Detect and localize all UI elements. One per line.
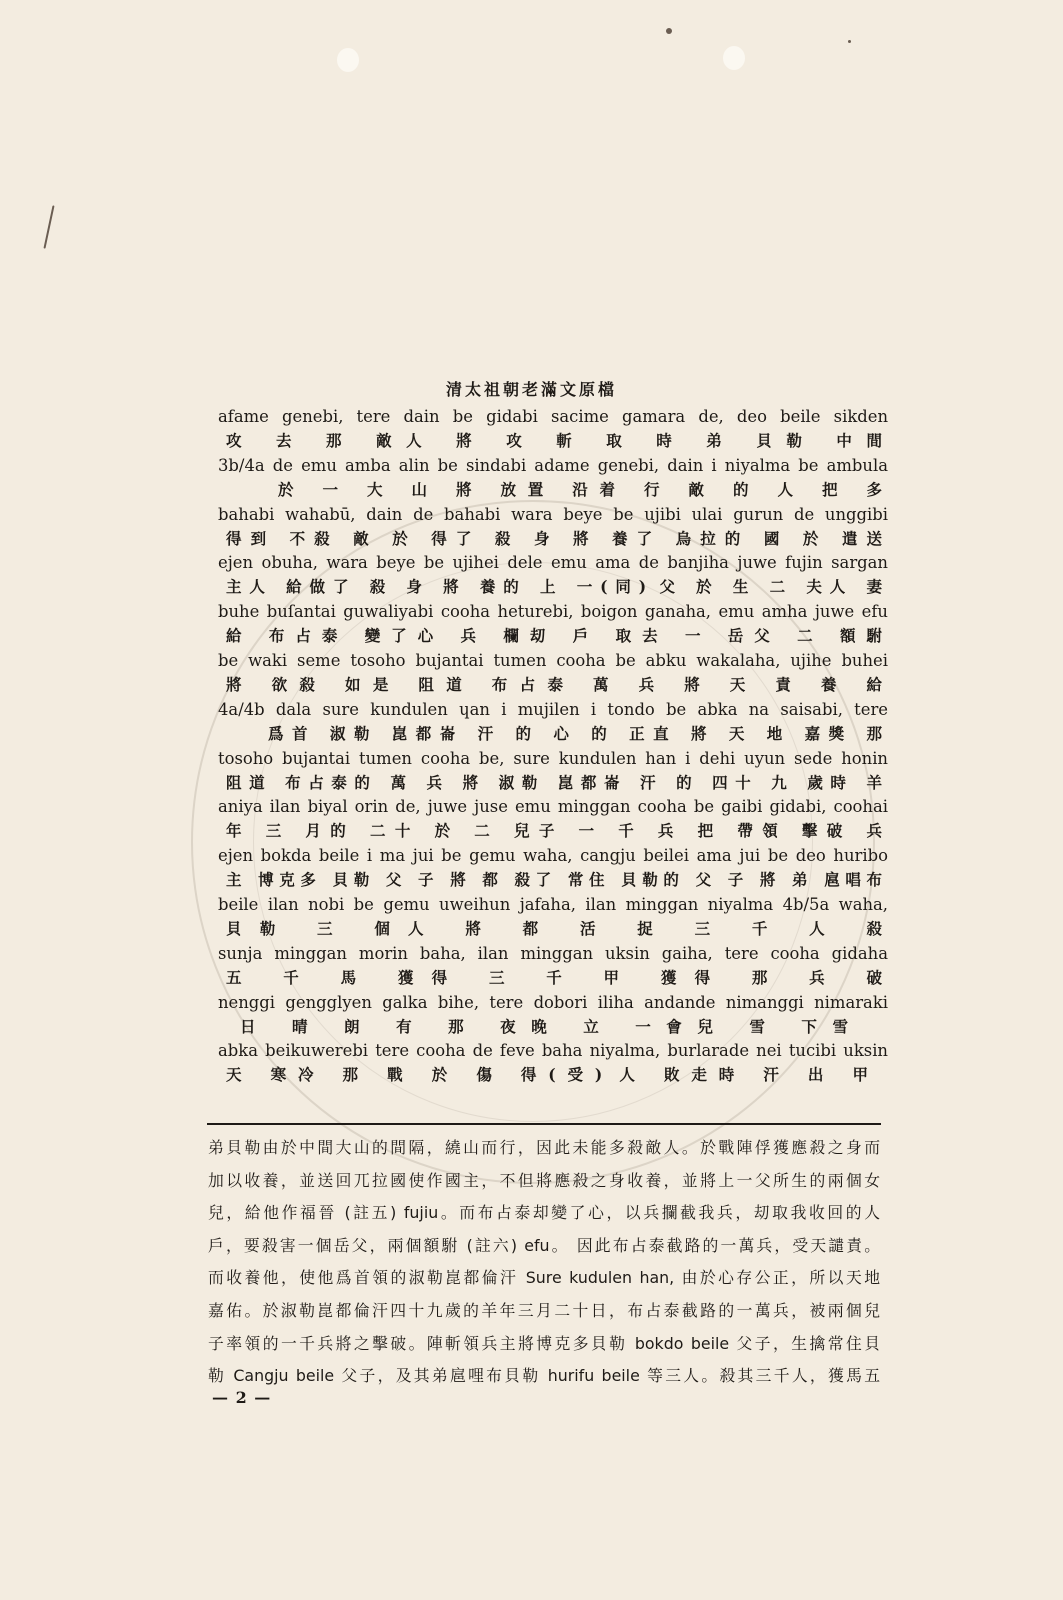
translation-line: 兒，給他作福晉 (註五) fujiu。而布占泰却變了心，以兵攔截我兵，刧取我收回的人 (208, 1203, 880, 1223)
interlinear-line (218, 746, 888, 795)
chinese-gloss: 主 博克多 貝勒 父 子 將 都 殺了 常住 貝勒的 父 子 將 弟 扈唱布 (226, 870, 882, 890)
interlinear-line (218, 941, 888, 990)
ink-speck (666, 28, 672, 34)
chinese-gloss: 得到 不殺 敵 於 得了 殺 身 將 養了 烏拉的 國 於 遣送 (226, 528, 882, 548)
manchu-romanization: be waki seme tosoho bujantai tumen cooha be abku wakalaha, ujihe buhei (218, 650, 888, 670)
chinese-gloss: 給 布占泰 變了心 兵 欄刧 戶 取去 一 岳父 二 額駙 (226, 626, 882, 646)
chinese-gloss: 於 一 大 山 將 放置 沿着 行 敵 的 人 把 多 (278, 479, 882, 499)
manchu-romanization: abka beikuwerebi tere cooha de feve baha niyalma, burlarade nei tucibi uksin (218, 1041, 888, 1061)
interlinear-line (218, 1038, 888, 1087)
chinese-gloss: 爲首 淑勒 崑都崙 汗 的 心 的 正直 將 天 地 嘉獎 那 (268, 723, 882, 743)
chinese-gloss: 主人 給做了 殺 身 將 養的 上 一(同) 父 於 生 二 夫人 妻 (226, 577, 882, 597)
interlinear-line (218, 648, 888, 697)
ink-mark (43, 205, 54, 248)
chinese-gloss: 五 千 馬 獲得 三 千 甲 獲得 那 兵 破 (226, 967, 882, 987)
ink-speck (848, 40, 851, 43)
translation-line: 戶，要殺害一個岳父，兩個額駙 (註六) efu。 因此布占泰截路的一萬兵，受天譴責。 (208, 1235, 880, 1255)
chinese-gloss: 攻 去 那 敵人 將 攻 斬 取 時 弟 貝勒 中間 (226, 431, 882, 450)
interlinear-line (218, 550, 888, 599)
manchu-romanization: buhe buſantai guwaliyabi cooha heturebi, boigon ganaha, emu amha juwe efu (218, 602, 888, 622)
interlinear-line (218, 794, 888, 843)
manchu-romanization: bahabi wahabū, dain de bahabi wara beye be ujibi ulai gurun de unggibi (218, 504, 888, 524)
manchu-romanization: 4a/4b dala sure kundulen ɥan i mujilen i tondo be abka na saisabi, tere (218, 699, 888, 719)
interlinear-line (218, 453, 888, 502)
chinese-gloss: 將 欲殺 如是 阻道 布占泰 萬 兵 將 天 責 養 給 (226, 674, 882, 694)
interlinear-line (218, 502, 888, 551)
interlinear-line (218, 599, 888, 648)
manchu-romanization: nenggi gengglyen galka bihe, tere dobori iliha andande nimanggi nimaraki (218, 992, 888, 1012)
translation-line: 弟貝勒由於中間大山的間隔，繞山而行，因此未能多殺敵人。於戰陣俘獲應殺之身而 (208, 1138, 880, 1157)
translation-line: 嘉佑。於淑勒崑都倫汗四十九歲的羊年三月二十日，布占泰截路的一萬兵，被兩個兒 (208, 1300, 880, 1320)
manchu-romanization: beile ilan nobi be gemu uweihun jafaha, ilan minggan niyalma 4b/5a waha, (218, 894, 888, 914)
interlinear-line (218, 892, 888, 941)
translation-line: 子率領的一千兵將之擊破。陣斬領兵主將博克多貝勒 bokdo beile 父子，生擒常住貝 (208, 1333, 880, 1353)
chinese-translation (208, 1132, 880, 1393)
interlinear-line (218, 843, 888, 892)
manchu-romanization: afame genebi, tere dain be gidabi sacime gamara de, deo beile sikden (218, 407, 888, 426)
chinese-gloss: 貝勒 三 個人 將 都 活 捉 三 千 人 殺 (226, 918, 882, 938)
chinese-gloss: 阻道 布占泰的 萬 兵 將 淑勒 崑都崙 汗 的 四十 九 歲時 羊 (226, 772, 882, 792)
punch-hole-left (337, 48, 359, 72)
translation-line: 而收養他，使他爲首領的淑勒崑都倫汗 Sure kudulen han, 由於心存公正，所以天地 (208, 1268, 880, 1288)
translation-line: 勒 Cangju beile 父子，及其弟扈哩布貝勒 hurifu beile 等三人。殺其三千人，獲馬五 (208, 1366, 880, 1386)
section-divider (207, 1123, 881, 1125)
translation-line: 加以收養，並送回兀拉國使作國主，不但將應殺之身收養，並將上一父所生的兩個女 (208, 1170, 880, 1190)
punch-hole-right (723, 46, 745, 70)
chinese-gloss: 天 寒冷 那 戰 於 傷 得(受) 人 敗走時 汗 出 甲 (226, 1065, 868, 1085)
manchu-romanization: ejen bokda beile i ma jui be gemu waha, cangju beilei ama jui be deo huribo (218, 846, 888, 866)
page-number: — 2 — (212, 1388, 272, 1407)
chinese-gloss: 年 三 月的 二十 於 二 兒子 一 千 兵 把 帶領 擊破 兵 (226, 821, 882, 841)
manchu-romanization: sunja minggan morin baha, ilan minggan uksin gaiha, tere cooha gidaha (218, 943, 888, 963)
page-header: 清太祖朝老滿文原檔 (445, 380, 617, 399)
manchu-romanization: aniya ilan biyal orin de, juwe juse emu minggan cooha be gaibi gidabi, coohai (218, 797, 888, 817)
interlinear-line (218, 697, 888, 746)
chinese-gloss: 日 晴 朗 有 那 夜晚 立 一會兒 雪 下雪 (240, 1016, 848, 1036)
interlinear-text (218, 404, 888, 1087)
interlinear-line (218, 990, 888, 1039)
manchu-romanization: 3b/4a de emu amba alin be sindabi adame genebi, dain i niyalma be ambula (218, 455, 888, 475)
manchu-romanization: ejen obuha, wara beye be ujihei dele emu ama de banjiha juwe fujin sargan (218, 553, 888, 573)
manchu-romanization: tosoho bujantai tumen cooha be, sure kundulen han i dehi uyun sede honin (218, 748, 888, 768)
interlinear-line (218, 404, 888, 453)
